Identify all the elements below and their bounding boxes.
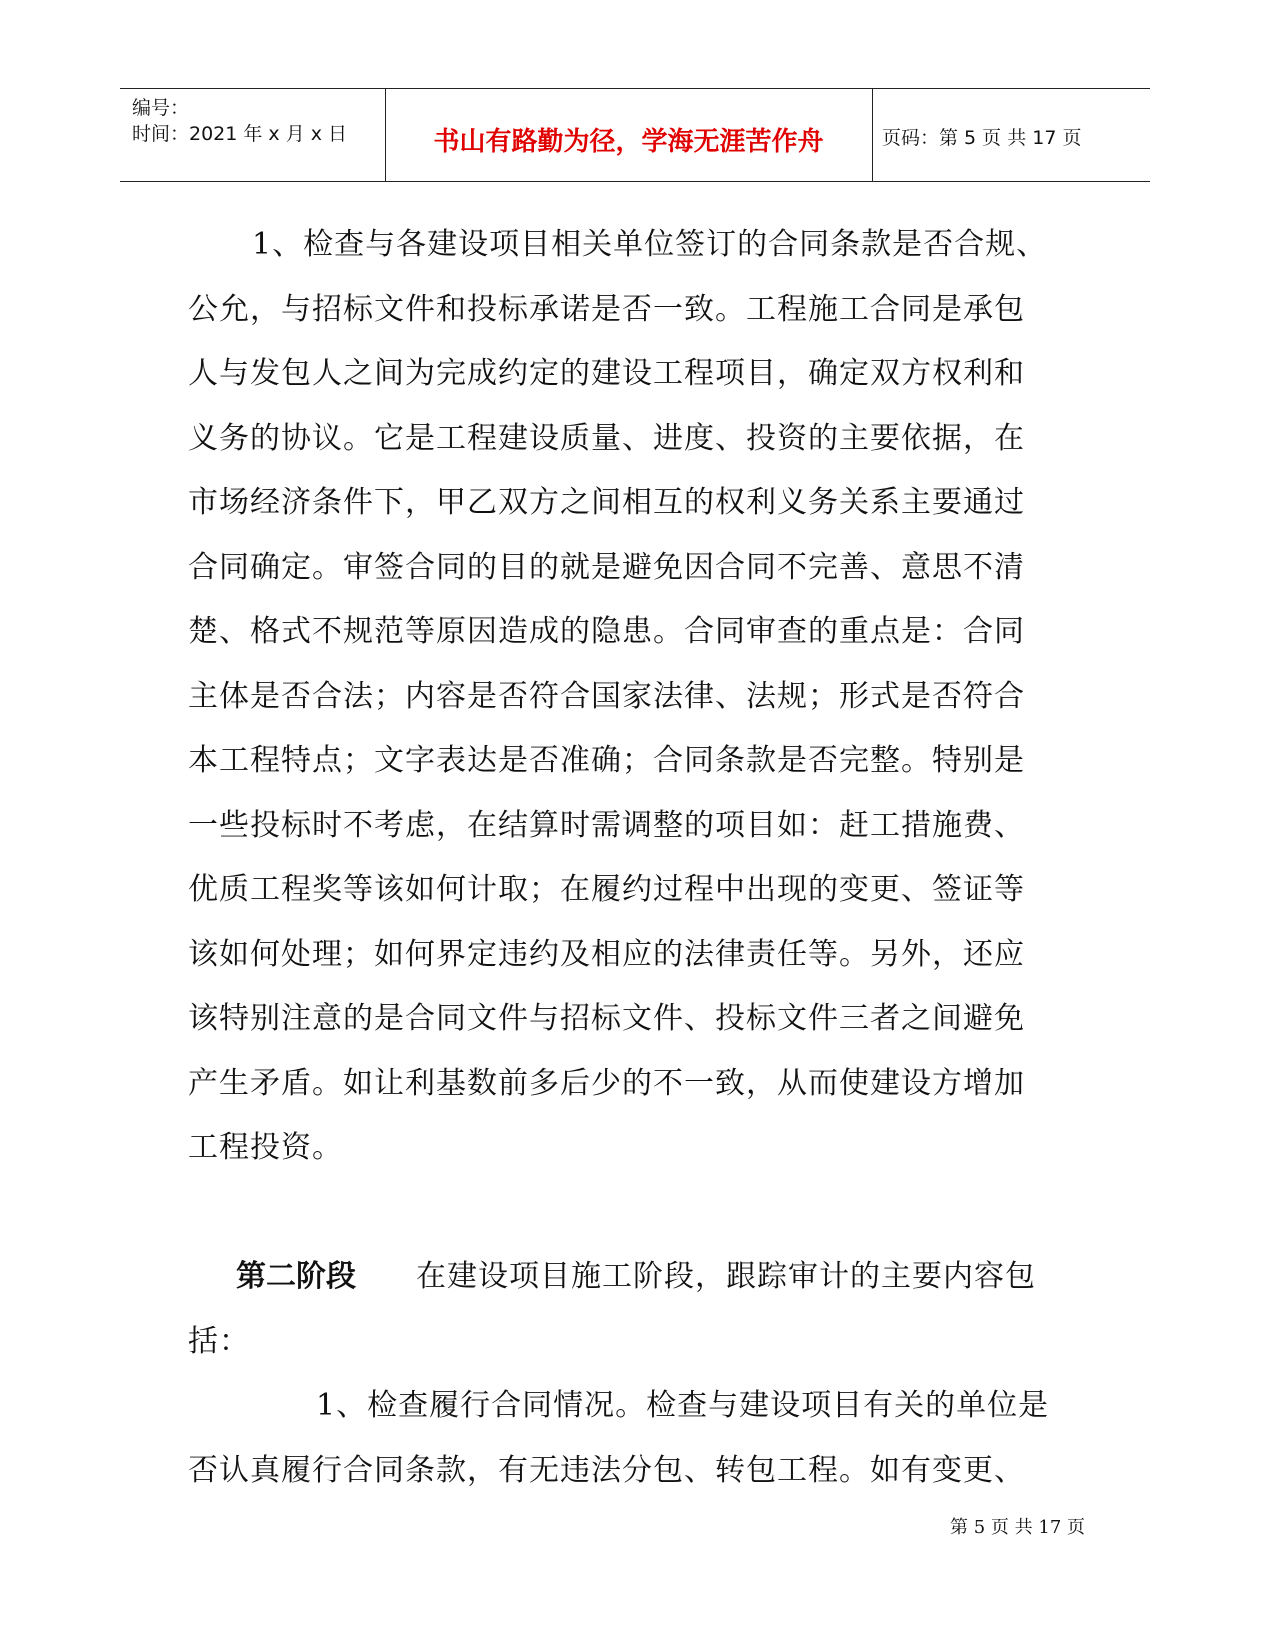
paragraph-contract-review [188,213,1093,1181]
paragraph-line: 优质工程奖等该如何计取；在履约过程中出现的变更、签证等 [188,872,1025,907]
stage-two-intro-continued: 括： [188,1323,250,1359]
paragraph-line: 人与发包人之间为完成约定的建设工程项目，确定双方权利和 [188,356,1025,391]
paragraph-line: 一些投标时不考虑，在结算时需调整的项目如：赶工措施费、 [188,807,1025,843]
paragraph-line: 该如何处理；如何界定违约及相应的法律责任等。另外，还应 [188,936,1025,972]
page-header [120,88,1150,182]
page-footer: 第 5 页 共 17 页 [950,1517,1085,1538]
stage-two-section [188,1245,1093,1503]
paragraph-spacer [188,1181,1093,1246]
paragraph-line: 否认真履行合同条款，有无违法分包、转包工程。如有变更、 [188,1452,1025,1488]
stage-two-intro: 在建设项目施工阶段，跟踪审计的主要内容包 [416,1259,1036,1294]
header-page-code: 页码：第 5 页 共 17 页 [882,127,1082,149]
paragraph-line: 产生矛盾。如让利基数前多后少的不一致，从而使建设方增加 [188,1065,1025,1101]
document-body [188,213,1093,1503]
paragraph-line: 主体是否合法；内容是否符合国家法律、法规；形式是否符合 [188,678,1025,714]
document-time-label: 时间：2021 年 x 月 x 日 [132,123,348,145]
header-info-cell [120,89,386,181]
paragraph-line: 公允，与招标文件和投标承诺是否一致。工程施工合同是承包 [188,291,1025,327]
paragraph-line: 1、检查与各建设项目相关单位签订的合同条款是否合规、 [252,227,1048,262]
header-motto: 书山有路勤为径，学海无涯苦作舟 [433,127,824,157]
paragraph-line: 本工程特点；文字表达是否准确；合同条款是否完整。特别是 [188,743,1025,778]
paragraph-line: 市场经济条件下，甲乙双方之间相互的权利义务关系主要通过 [188,485,1025,520]
header-motto-cell [385,89,873,181]
stage-two-label: 第二阶段 [236,1259,356,1294]
paragraph-line: 合同确定。审签合同的目的就是避免因合同不完善、意思不清 [188,549,1025,585]
paragraph-line: 1、检查履行合同情况。检查与建设项目有关的单位是 [316,1388,1050,1423]
header-page-cell [872,89,1150,181]
stage-two-heading-line [188,1245,1093,1310]
paragraph-line: 义务的协议。它是工程建设质量、进度、投资的主要依据，在 [188,420,1025,456]
document-number-label: 编号： [132,97,190,119]
paragraph-line: 工程投资。 [188,1130,343,1165]
paragraph-line: 楚、格式不规范等原因造成的隐患。合同审查的重点是：合同 [188,614,1025,649]
paragraph-line: 该特别注意的是合同文件与招标文件、投标文件三者之间避免 [188,1001,1025,1036]
